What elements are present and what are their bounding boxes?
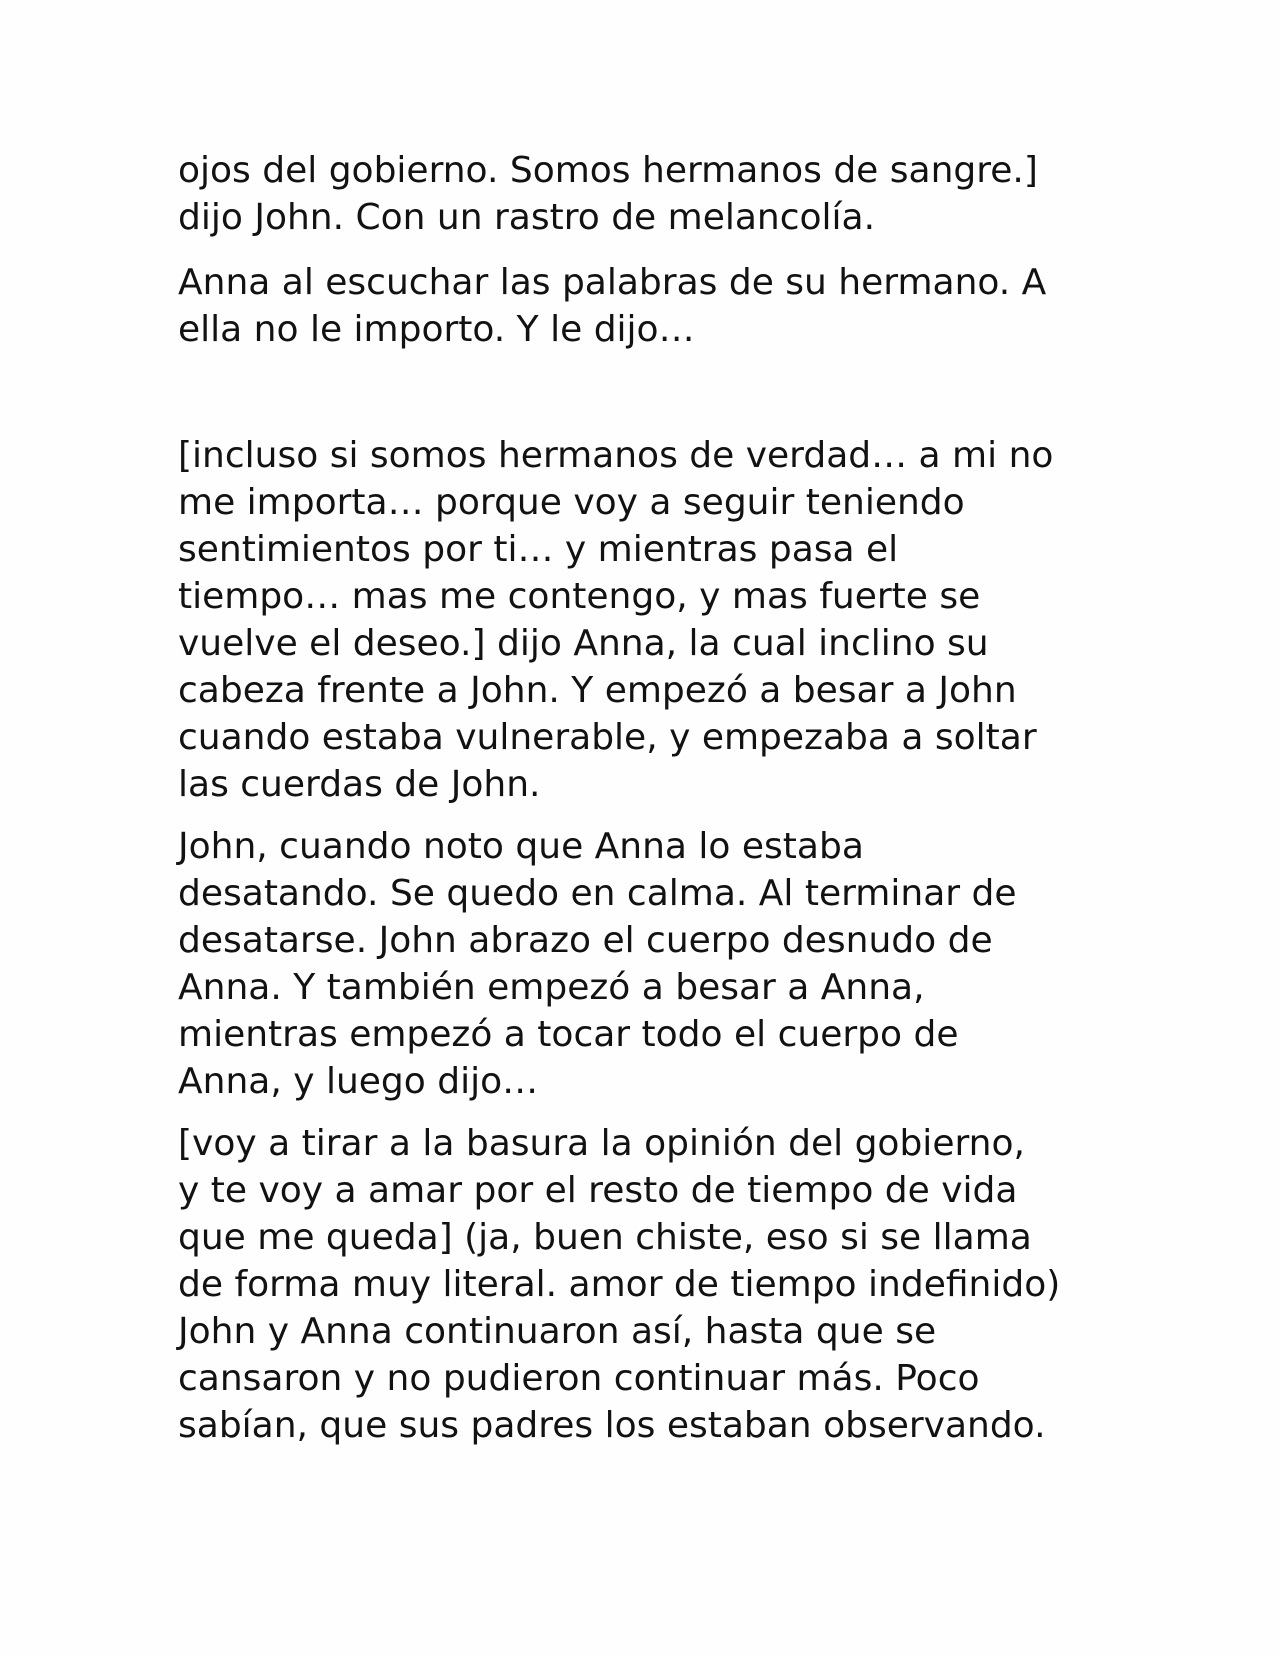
paragraph-2: Anna al escuchar las palabras de su hermano. A ella no le importo. Y le dijo…: [178, 262, 1047, 350]
paragraph-3: [incluso si somos hermanos de verdad… a mi no me importa… porque voy a seguir teniendo sentimientos por ti… y mientras pasa el tiempo… mas me contengo, y mas fuerte se vuelve el deseo.] dijo Anna, la cual inclino su cabeza frente a John. Y empezó a besar a John cuando estaba vulnerable, y empezaba a soltar las cuerdas de John.: [178, 435, 1054, 805]
paragraph-4: John, cuando noto que Anna lo estaba desatando. Se quedo en calma. Al terminar de desatarse. John abrazo el cuerpo desnudo de Anna. Y también empezó a besar a Anna, mientras empezó a tocar todo el cuerpo de Anna, y luego dijo…: [178, 826, 1017, 1102]
paragraph-5: [voy a tirar a la basura la opinión del gobierno, y te voy a amar por el resto de tiempo de vida que me queda] (ja, buen chiste, eso si se llama de forma muy literal. amor de tiempo indefinido) John y Anna continuaron así, hasta que se cansaron y no pudieron continuar más. Poco sabían, que sus padres los estaban observando.: [178, 1123, 1061, 1446]
paragraph-1: ojos del gobierno. Somos hermanos de sangre.] dijo John. Con un rastro de melancolía.: [178, 150, 1038, 238]
